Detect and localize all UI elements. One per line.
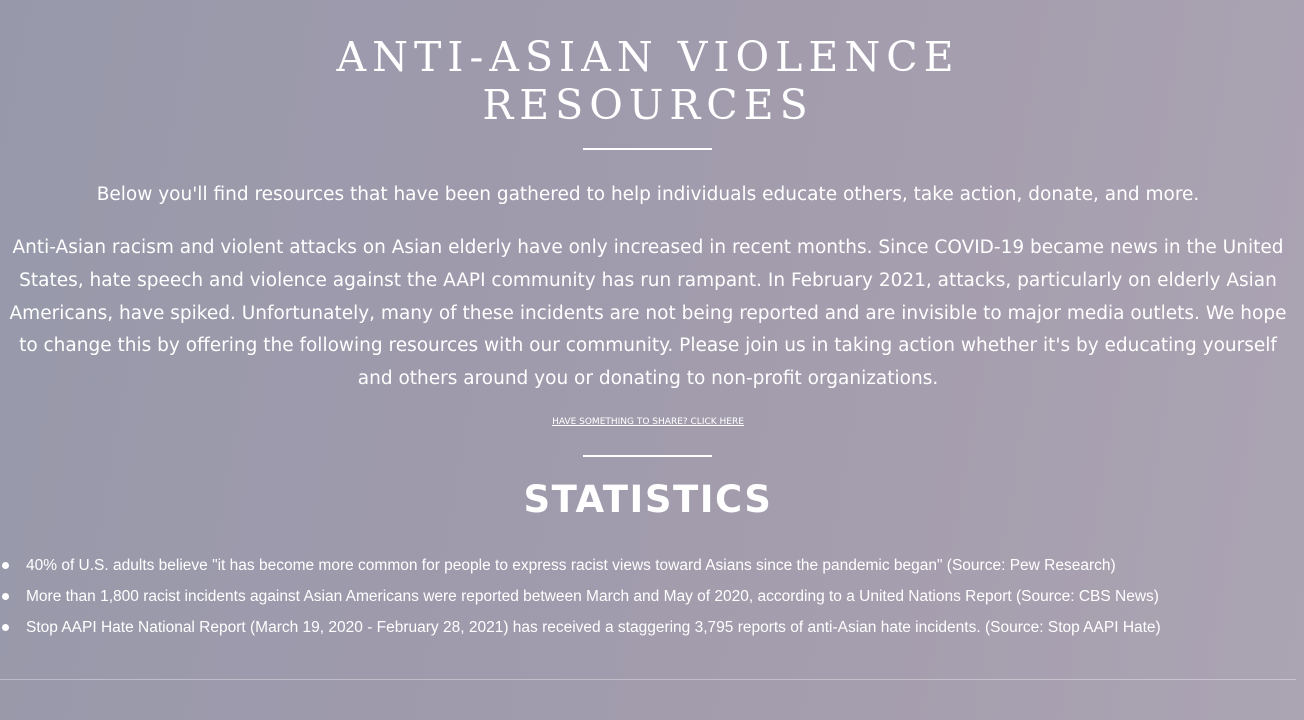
- statistic-item: [0, 553, 1296, 584]
- bullet-icon: [2, 624, 9, 631]
- share-link-container: [0, 415, 1296, 429]
- statistic-text: More than 1,800 racist incidents against Asian Americans were reported between March and May of 2020, according to a United Nations Report (Source: CBS News): [26, 588, 1159, 605]
- description-text: Anti-Asian racism and violent attacks on Asian elderly have only increased in recent months. Since COVID-19 became news in the United States, hate speech and violence against the AAPI community has run rampant. In February 2021, attacks, particularly on elderly Asian Americans, have spiked. Unfortunately, many of these incidents are not being reported and are invisible to major media outlets. We hope to change this by offering the following resources with our community. Please join us in taking action whether it's by educating yourself and others around you or donating to non-profit organizations.: [9, 237, 1287, 390]
- footer-divider: [0, 679, 1296, 680]
- statistic-item: [0, 615, 1296, 646]
- intro-text: Below you'll find resources that have been gathered to help individuals educate others, take action, donate, and more.: [96, 184, 1200, 205]
- bullet-icon: [2, 593, 9, 600]
- page-title-line-2: RESOURCES: [482, 81, 814, 129]
- share-link[interactable]: HAVE SOMETHING TO SHARE? CLICK HERE: [552, 417, 744, 427]
- statistics-heading: STATISTICS: [523, 478, 773, 521]
- statistic-item: [0, 584, 1296, 615]
- page-title-line-1: ANTI-ASIAN VIOLENCE: [336, 33, 960, 81]
- statistic-text: 40% of U.S. adults believe "it has become more common for people to express racist views toward Asians since the pandemic began" (Source: Pew Research): [26, 557, 1116, 574]
- page-title: [0, 33, 1296, 129]
- statistic-text: Stop AAPI Hate National Report (March 19, 2020 - February 28, 2021) has received a staggering 3,795 reports of anti-Asian hate incidents. (Source: Stop AAPI Hate): [26, 619, 1161, 636]
- title-divider: [583, 148, 712, 150]
- bullet-icon: [2, 562, 9, 569]
- statistics-list: [0, 553, 1296, 646]
- section-divider: [583, 455, 712, 457]
